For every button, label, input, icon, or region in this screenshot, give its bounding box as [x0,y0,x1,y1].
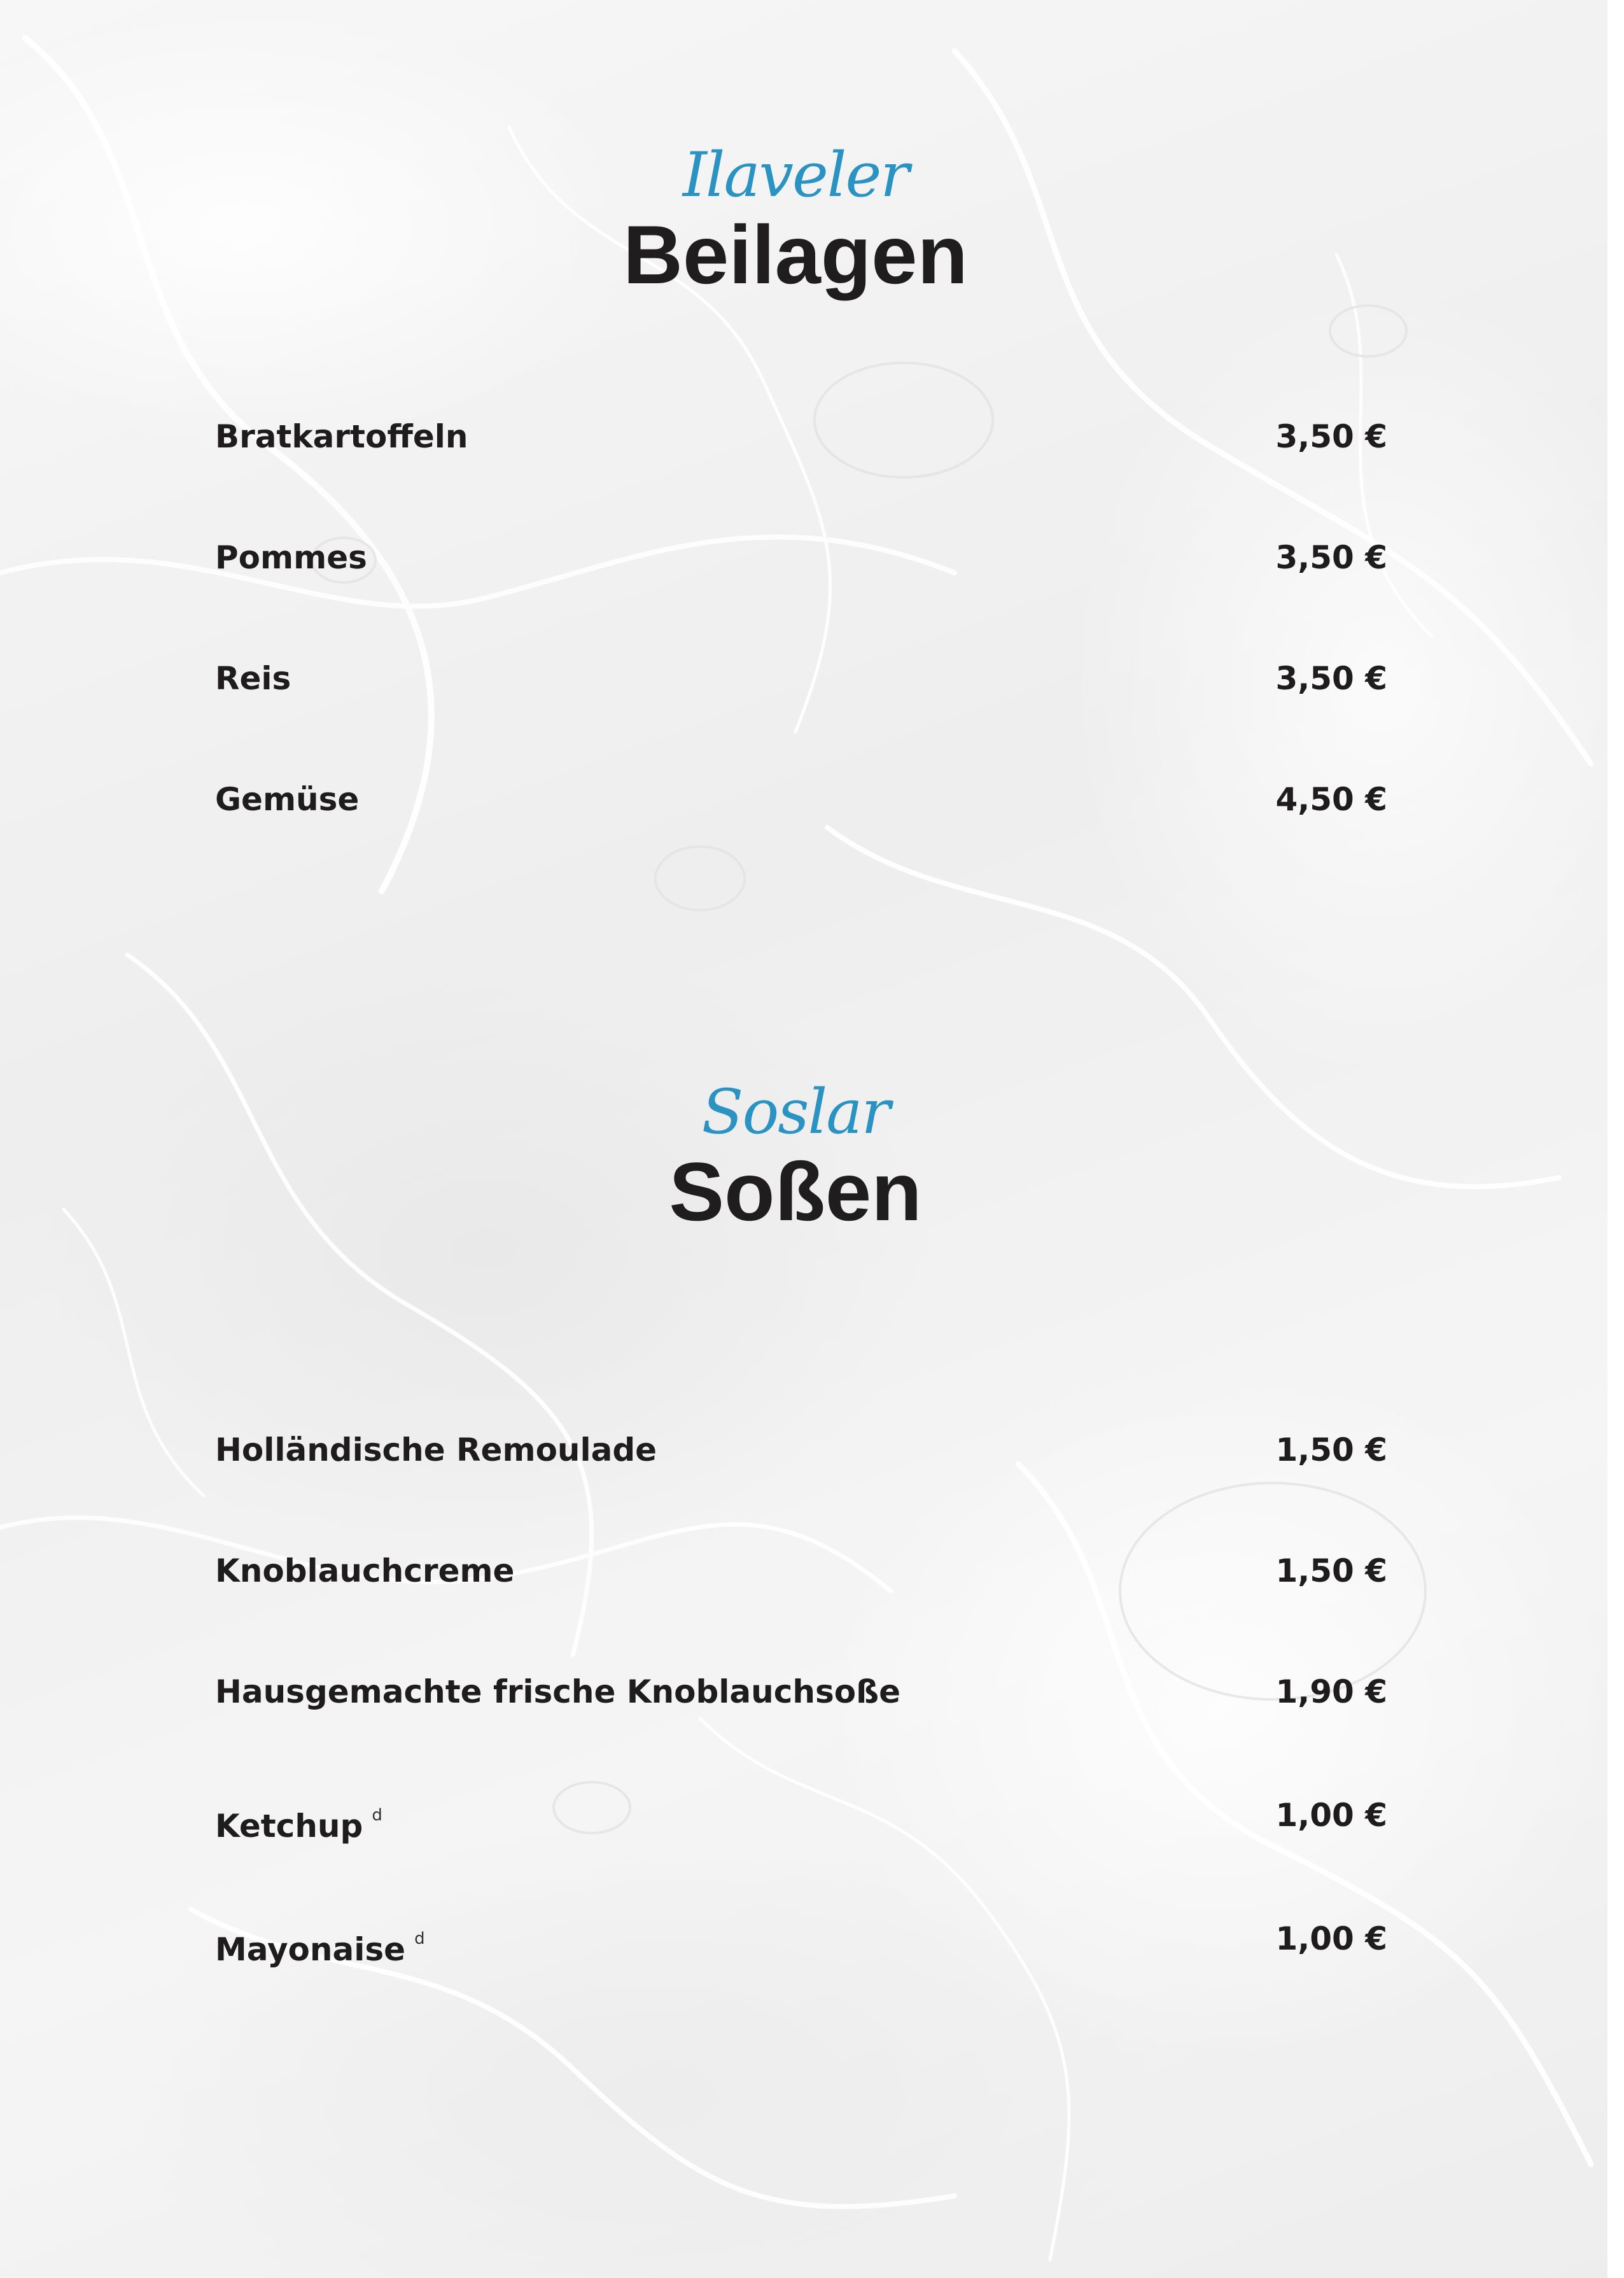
menu-item-price: 4,50 € [1275,781,1387,818]
menu-item [215,532,1387,583]
menu-item-price: 1,00 € [1275,1920,1387,1957]
allergen-note: d [372,1806,382,1825]
menu-item-name: Holländische Remoulade [215,1431,657,1468]
menu-item-name: Mayonaise $^d$ [215,1929,425,1968]
section-script-title: Ilaveler [682,139,909,211]
menu-item [215,653,1387,704]
menu-item-name: Pommes [215,539,367,576]
menu-item [215,411,1387,462]
menu-item-name: Reis [215,660,291,697]
menu-item-price: 1,00 € [1275,1797,1387,1834]
menu-item [215,1790,1387,1845]
section-header-beilagen [0,140,1591,299]
menu-item-price: 1,90 € [1275,1673,1387,1710]
section-script-title: Soslar [701,1076,890,1148]
allergen-note: d [414,1929,425,1948]
section-title: Soßen [669,1145,922,1238]
menu-item [215,1424,1387,1475]
menu-item-price: 3,50 € [1275,660,1387,697]
menu-item-name: Knoblauchcreme [215,1552,515,1589]
menu-item-name: Hausgemachte frische Knoblauchsoße [215,1673,900,1710]
menu-item [215,774,1387,825]
menu-item-price: 3,50 € [1275,539,1387,576]
menu-item-price: 1,50 € [1275,1552,1387,1589]
page-edge-strip [1607,0,1624,2278]
menu-item-name: Bratkartoffeln [215,418,468,455]
section-title: Beilagen [623,208,968,301]
section-header-sossen [0,1077,1591,1236]
menu-item-name: Ketchup $^d$ [215,1806,382,1845]
menu-item-price: 3,50 € [1275,418,1387,455]
menu-item [215,1913,1387,1968]
menu-item-price: 1,50 € [1275,1431,1387,1468]
menu-item-name: Gemüse [215,781,360,818]
menu-item [215,1666,1387,1717]
menu-item [215,1545,1387,1596]
